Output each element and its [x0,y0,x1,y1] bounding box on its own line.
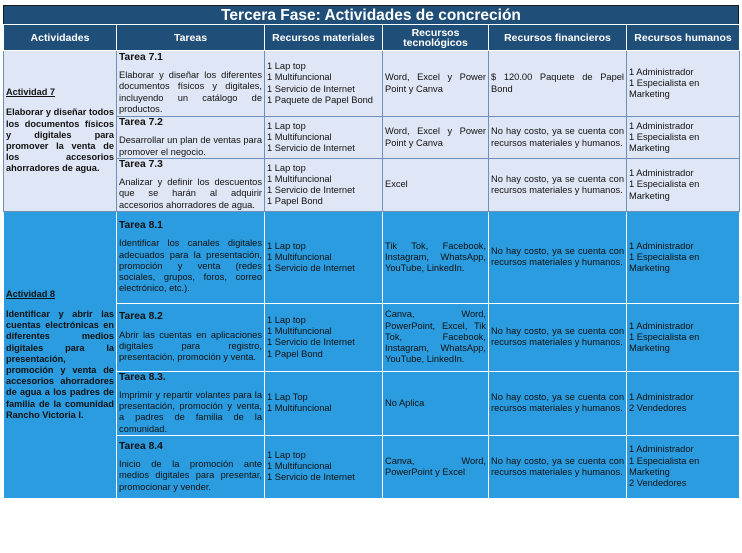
human-resource-item: 2 Vendedores [629,403,687,414]
table-row [4,51,740,117]
materials-cell [265,211,383,303]
tech-cell: Tik Tok, Facebook, Instagram, WhatsApp, YouTube, LinkedIn. [383,211,489,303]
activity-cell [4,51,117,212]
material-item: 1 Lap top [267,61,306,72]
tech-cell: No Aplica [383,371,489,435]
activities-table [3,24,740,499]
tech-cell: Canva, Word, PowerPoint y Excel [383,435,489,498]
activity-name: Actividad 7 [6,87,56,98]
task-cell [117,371,265,435]
human-cell [627,51,740,117]
human-resource-item: 1 Administrador [629,444,694,455]
human-resource-item: 2 Vendedores [629,478,687,489]
materials-cell [265,117,383,159]
human-resource-item: 1 Especialista en Marketing [629,251,700,273]
material-item: 1 Lap Top [267,392,308,403]
material-item: 1 Papel Bond [267,348,323,359]
human-resource-item: 1 Especialista en Marketing [629,77,700,100]
human-resource-item: 1 Especialista en Marketing [629,455,700,477]
task-description: Analizar y definir los descuentos que se harán al adquirir accesorios ahorradores de agua. [119,177,262,210]
table-body [4,51,740,499]
task-name: Tarea 8.1 [119,220,163,232]
human-cell [627,211,740,303]
table-title: Tercera Fase: Actividades de concreción [3,5,739,24]
activity-name: Actividad 8 [6,288,56,299]
human-resource-item: 1 Administrador [629,392,694,403]
task-name: Tarea 7.3 [119,159,163,170]
tech-cell: Word, Excel y Power Point y Canva [383,117,489,159]
human-resource-item: 1 Administrador [629,240,694,251]
task-description: Inicio de la promoción ante medios digitales para presentar, promocionar y vender. [119,459,262,492]
header-recursos-materiales: Recursos materiales [265,25,383,51]
material-item: 1 Lap top [267,120,306,131]
task-cell [117,435,265,498]
human-cell [627,371,740,435]
financial-cell: No hay costo, ya se cuenta con recursos materiales y humanos. [489,211,627,303]
task-name: Tarea 8.3. [119,371,166,383]
human-resource-item: 1 Administrador [629,320,694,331]
material-item: 1 Multifuncional [267,461,332,472]
task-description: Imprimir y repartir volantes para la presentación, promoción y venta, a padres de familia de la comunidad. [119,390,262,434]
human-resource-item: 1 Administrador [629,66,694,77]
human-resource-item: 1 Especialista en Marketing [629,331,700,353]
materials-cell [265,371,383,435]
material-item: 1 Servicio de Internet [267,262,355,273]
material-item: 1 Servicio de Internet [267,143,355,154]
task-cell [117,303,265,371]
material-item: 1 Lap top [267,314,306,325]
table-row [4,211,740,303]
task-name: Tarea 7.2 [119,117,163,129]
header-actividades: Actividades [4,25,117,51]
human-resource-item: 1 Especialista en Marketing [629,179,700,201]
task-description: Elaborar y diseñar los diferentes documentos físicos y digitales, incluyendo un catálogo de productos. [119,70,262,114]
material-item: 1 Lap top [267,240,306,251]
header-recursos-humanos: Recursos humanos [627,25,740,51]
material-item: 1 Paquete de Papel Bond [267,94,373,105]
task-description: Abrir las cuentas en aplicaciones digitales para registro, presentación, promoción y venta. [119,329,262,363]
task-name: Tarea 8.2 [119,311,163,323]
activity-description: Identificar y abrir las cuentas electrónicas en diferentes medios digitales para la presentación, promoción y venta de accesorios ahorradores de agua a los padres de familia de la comunidad Rancho Victoria I. [6,308,114,420]
material-item: 1 Multifuncional [267,173,332,184]
activity-cell [4,211,117,498]
task-description: Identificar los canales digitales adecuados para la presentación, promoción y venta (redes sociales, grupos, foros, correo electrónico, etc.). [119,238,262,294]
material-item: 1 Multifuncional [267,251,332,262]
tech-cell: Excel [383,159,489,212]
activity-description: Elaborar y diseñar todos los documentos físicos y digitales para promover la venta de los accesorios ahorradores de agua. [6,107,114,174]
material-item: 1 Papel Bond [267,196,323,207]
tech-cell: Word, Excel y Power Point y Canva [383,51,489,117]
human-cell [627,117,740,159]
material-item: 1 Multifuncional [267,326,332,337]
header-recursos-tecnologicos: Recursos tecnológicos [383,25,489,51]
material-item: 1 Multifuncional [267,72,332,83]
materials-cell [265,435,383,498]
materials-cell [265,51,383,117]
tech-cell: Canva, Word, PowerPoint, Excel, Tik Tok, Facebook, Instagram, WhatsApp, YouTube, LinkedIn. [383,303,489,371]
material-item: 1 Servicio de Internet [267,184,355,195]
material-item: 1 Multifuncional [267,403,332,414]
task-description: Desarrollar un plan de ventas para promover el negocio. [119,135,262,157]
human-resource-item: 1 Administrador [629,120,694,131]
header-row [4,25,740,51]
material-item: 1 Multifuncional [267,131,332,142]
materials-cell [265,303,383,371]
task-cell [117,117,265,159]
task-name: Tarea 8.4 [119,440,163,452]
financial-cell: No hay costo, ya se cuenta con recursos materiales y humanos. [489,371,627,435]
document-page [3,5,739,499]
material-item: 1 Servicio de Internet [267,337,355,348]
material-item: 1 Servicio de Internet [267,83,355,94]
human-cell [627,435,740,498]
task-name: Tarea 7.1 [119,51,163,63]
material-item: 1 Servicio de Internet [267,472,355,483]
task-cell [117,51,265,117]
financial-cell: No hay costo, ya se cuenta con recursos materiales y humanos. [489,435,627,498]
financial-cell: No hay costo, ya se cuenta con recursos materiales y humanos. [489,303,627,371]
financial-cell: No hay costo, ya se cuenta con recursos materiales y humanos. [489,159,627,212]
financial-cell: $ 120.00 Paquete de Papel Bond [489,51,627,117]
materials-cell [265,159,383,212]
material-item: 1 Lap top [267,162,306,173]
task-cell [117,159,265,212]
financial-cell: No hay costo, ya se cuenta con recursos materiales y humanos. [489,117,627,159]
material-item: 1 Lap top [267,450,306,461]
header-tareas: Tareas [117,25,265,51]
header-recursos-financieros: Recursos financieros [489,25,627,51]
human-cell [627,303,740,371]
human-resource-item: 1 Administrador [629,168,694,179]
human-resource-item: 1 Especialista en Marketing [629,131,700,154]
task-cell [117,211,265,303]
human-cell [627,159,740,212]
